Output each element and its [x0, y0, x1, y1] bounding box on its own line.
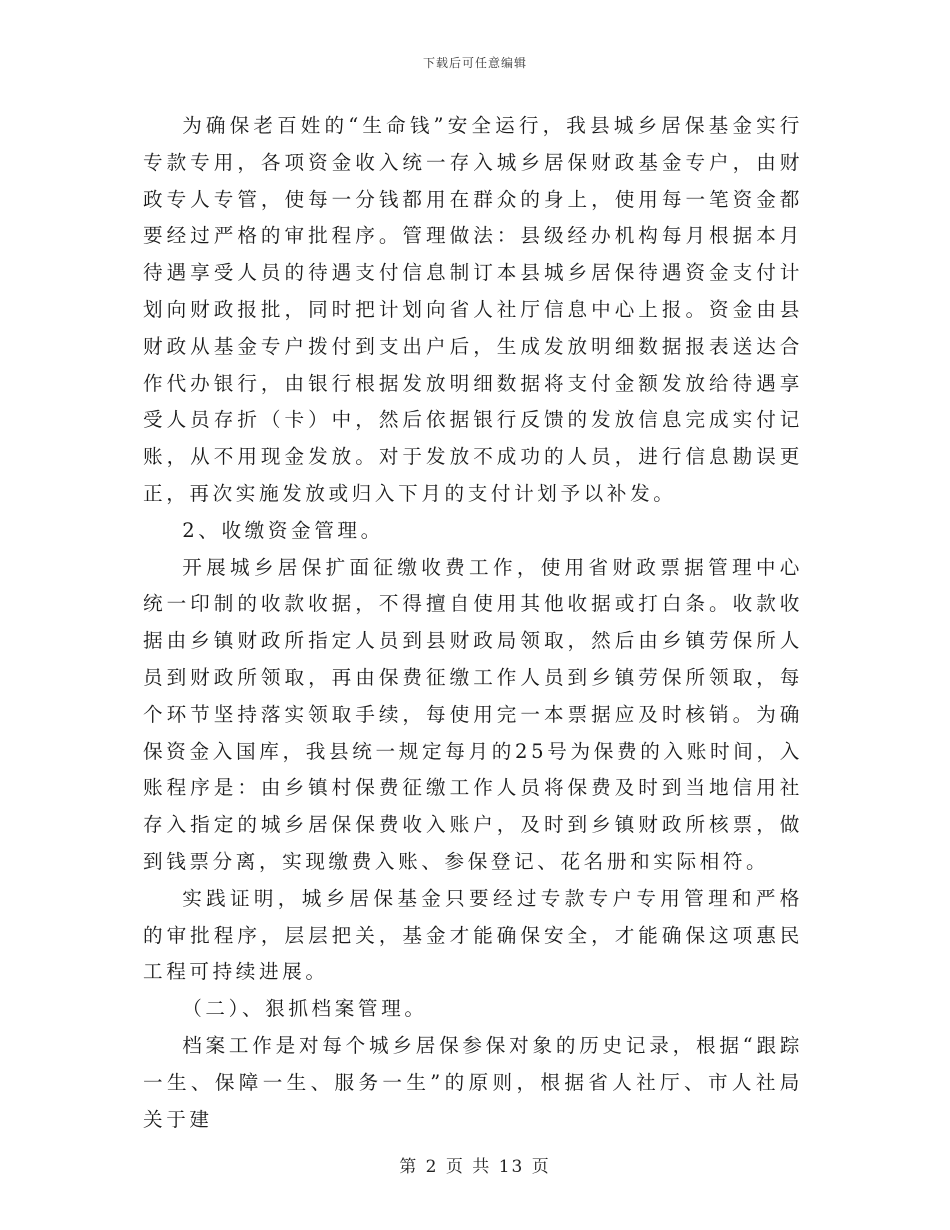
page-number: 第 2 页 共 13 页	[399, 1157, 551, 1177]
paragraph-conclusion: 实践证明，城乡居保基金只要经过专款专户专用管理和严格的审批程序，层层把关，基金才能确保安全，才能确保这项惠民工程可持续进展。	[143, 886, 803, 984]
section-heading-collection: 2、收缴资金管理。	[182, 518, 384, 542]
section-heading-archives: （二）、狠抓档案管理。	[182, 997, 428, 1021]
paragraph-fund-safety: 为确保老百姓的“生命钱”安全运行，我县城乡居保基金实行专款专用，各项资金收入统一存入城乡居保财政基金专户，由财政专人专管，使每一分钱都用在群众的身上，使用每一笔资金都要经过严格的审批程序。管理做法：县级经办机构每月根据本月待遇享受人员的待遇支付信息制订本县城乡居保待遇资金支付计划向财政报批，同时把计划向省人社厅信息中心上报。资金由县财政从基金专户拨付到支出户后，生成发放明细数据报表送达合作代办银行，由银行根据发放明细数据将支付金额发放给待遇享受人员存折（卡）中，然后依据银行反馈的发放信息完成实付记账，从不用现金发放。对于发放不成功的人员，进行信息勘误更正，再次实施发放或归入下月的支付计划予以补发。	[143, 114, 803, 505]
paragraph-archives: 档案工作是对每个城乡居保参保对象的历史记录，根据“跟踪一生、保障一生、服务一生”的原则，根据省人社厅、市人社局关于建	[143, 1033, 803, 1131]
paragraph-collection: 开展城乡居保扩面征缴收费工作，使用省财政票据管理中心统一印制的收款收据，不得擅自使用其他收据或打白条。收款收据由乡镇财政所指定人员到县财政局领取，然后由乡镇劳保所人员到财政所领取，再由保费征缴工作人员到乡镇劳保所领取，每个环节坚持落实领取手续，每使用完一本票据应及时核销。为确保资金入国库，我县统一规定每月的25号为保费的入账时间，入账程序是：由乡镇村保费征缴工作人员将保费及时到当地信用社存入指定的城乡居保保费收入账户，及时到乡镇财政所核票，做到钱票分离，实现缴费入账、参保登记、花名册和实际相符。	[143, 555, 803, 873]
document-body	[143, 108, 803, 1138]
page-header: 下载后可任意编辑	[422, 56, 527, 70]
